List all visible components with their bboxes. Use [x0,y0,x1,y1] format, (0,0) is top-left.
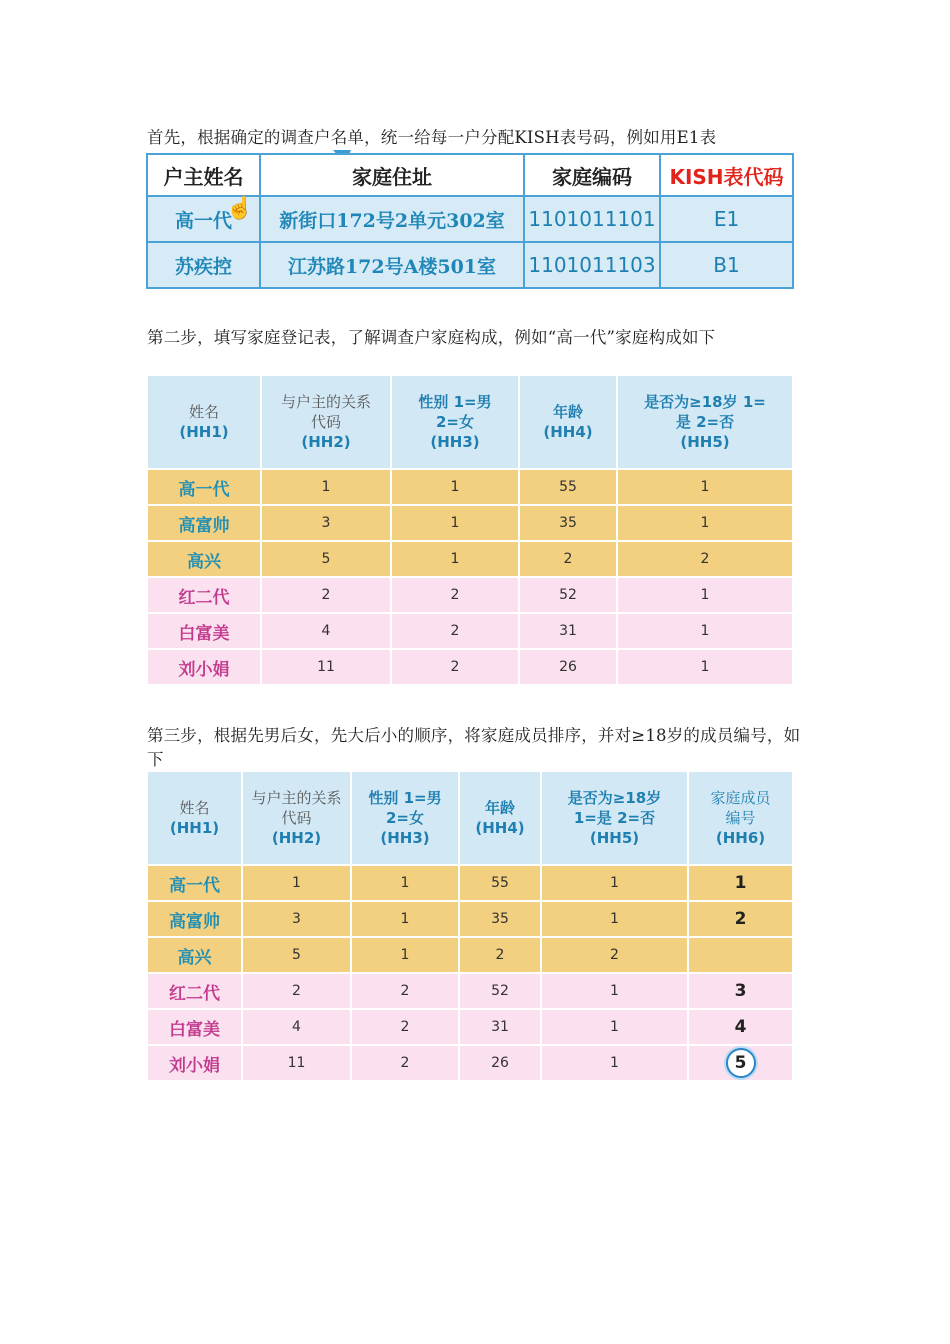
header-kish-code: KISH表代码 [660,154,793,196]
member-relation: 3 [242,901,351,937]
header-hh2: 与户主的关系代码 (HH2) [242,771,351,865]
header-address: 家庭住址 [260,154,524,196]
member-adult: 1 [541,1045,688,1081]
member-sex: 1 [391,469,519,505]
member-sex: 2 [351,1045,459,1081]
member-adult: 1 [617,613,793,649]
member-adult: 1 [617,469,793,505]
member-name: 红二代 [147,577,261,613]
family-row [147,577,793,613]
header-hh3: 性别 1=男 2=女 (HH3) [391,375,519,469]
member-relation: 2 [261,577,391,613]
member-adult: 1 [617,577,793,613]
member-relation: 1 [261,469,391,505]
household-table [146,153,794,289]
member-name: 刘小娟 [147,1045,242,1081]
member-code: 3 [688,973,793,1009]
member-age: 26 [459,1045,541,1081]
member-name: 高一代 [147,865,242,901]
header-hh1: 姓名 (HH1) [147,771,242,865]
intro-paragraph: 首先，根据确定的调查户名单，统一给每一户分配KISH表号码，例如用E1表 [147,128,717,147]
family-row [147,613,793,649]
member-name: 刘小娟 [147,649,261,685]
member-adult: 1 [617,649,793,685]
member-sex: 2 [351,973,459,1009]
member-age: 55 [459,865,541,901]
member-name: 高兴 [147,937,242,973]
member-name: 白富美 [147,613,261,649]
member-adult: 2 [541,937,688,973]
member-sex: 2 [391,649,519,685]
step3-paragraph: 第三步，根据先男后女，先大后小的顺序，将家庭成员排序，并对≥18岁的成员编号，如下 [147,726,801,769]
numbered-row [147,865,793,901]
member-relation: 5 [261,541,391,577]
member-relation: 4 [242,1009,351,1045]
member-age: 26 [519,649,617,685]
member-sex: 2 [351,1009,459,1045]
member-relation: 1 [242,865,351,901]
header-hh4: 年龄 (HH4) [459,771,541,865]
circled-code-badge: 5 [726,1048,756,1078]
member-name: 高兴 [147,541,261,577]
family-table [146,374,794,686]
header-hh4: 年龄 (HH4) [519,375,617,469]
member-sex: 2 [391,577,519,613]
family-row [147,541,793,577]
household-name: 高一代 [147,196,260,242]
member-code: 1 [688,865,793,901]
header-hh6: 家庭成员编号 (HH6) [688,771,793,865]
member-name: 红二代 [147,973,242,1009]
member-adult: 1 [617,505,793,541]
household-code: 1101011101 [524,196,660,242]
household-code: 1101011103 [524,242,660,288]
header-hh2: 与户主的关系代码 (HH2) [261,375,391,469]
member-age: 35 [519,505,617,541]
numbered-row [147,937,793,973]
member-age: 52 [459,973,541,1009]
member-sex: 1 [391,541,519,577]
member-relation: 2 [242,973,351,1009]
numbered-row [147,1009,793,1045]
numbered-row [147,1045,793,1081]
member-name: 高一代 [147,469,261,505]
household-kish: B1 [660,242,793,288]
member-age: 2 [519,541,617,577]
member-relation: 11 [261,649,391,685]
member-name: 高富帅 [147,505,261,541]
member-name: 白富美 [147,1009,242,1045]
member-code: 4 [688,1009,793,1045]
member-adult: 1 [541,901,688,937]
member-relation: 5 [242,937,351,973]
numbered-row [147,901,793,937]
member-sex: 1 [351,901,459,937]
member-code [688,937,793,973]
header-hh5: 是否为≥18岁 1=是 2=否 (HH5) [617,375,793,469]
header-family-code: 家庭编码 [524,154,660,196]
member-sex: 1 [391,505,519,541]
member-adult: 1 [541,973,688,1009]
member-sex: 2 [391,613,519,649]
hand-cursor-icon: ☝ [226,196,254,221]
member-age: 55 [519,469,617,505]
family-row [147,505,793,541]
member-age: 31 [519,613,617,649]
header-head-name: 户主姓名 [147,154,260,196]
header-hh1: 姓名 (HH1) [147,375,261,469]
member-relation: 11 [242,1045,351,1081]
member-age: 2 [459,937,541,973]
household-address: 江苏路172号A楼501室 [260,242,524,288]
household-address: 新街口172号2单元302室 [260,196,524,242]
household-name: 苏疾控 [147,242,260,288]
step2-paragraph: 第二步，填写家庭登记表，了解调查户家庭构成，例如“高一代”家庭构成如下 [147,328,716,347]
household-row [147,242,793,288]
member-adult: 1 [541,1009,688,1045]
member-age: 35 [459,901,541,937]
household-header-row [147,154,793,196]
member-sex: 1 [351,865,459,901]
member-code-circled [688,1045,793,1081]
member-code: 2 [688,901,793,937]
family-row [147,649,793,685]
member-age: 31 [459,1009,541,1045]
header-hh5: 是否为≥18岁 1=是 2=否 (HH5) [541,771,688,865]
member-sex: 1 [351,937,459,973]
member-adult: 1 [541,865,688,901]
member-relation: 4 [261,613,391,649]
header-hh3: 性别 1=男 2=女 (HH3) [351,771,459,865]
member-age: 52 [519,577,617,613]
member-relation: 3 [261,505,391,541]
numbered-family-table [146,770,794,1082]
member-name: 高富帅 [147,901,242,937]
family-row [147,469,793,505]
numbered-header-row [147,771,793,865]
household-kish: E1 [660,196,793,242]
member-adult: 2 [617,541,793,577]
numbered-row [147,973,793,1009]
family-header-row [147,375,793,469]
